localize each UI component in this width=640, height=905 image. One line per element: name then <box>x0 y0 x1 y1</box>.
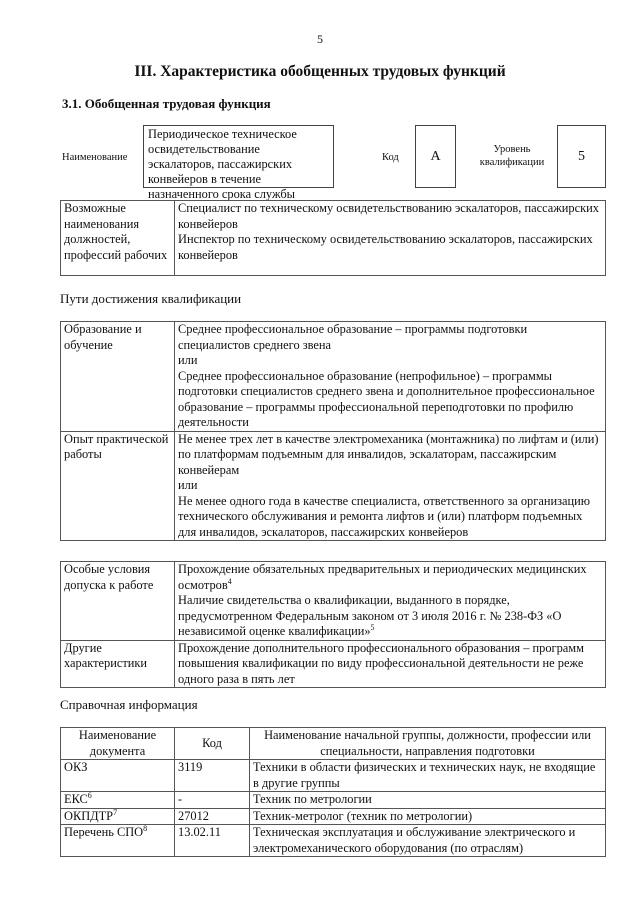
experience-item: Не менее трех лет в качестве электромеханика (монтажника) по лифтам и (или) по платформам подъемным для инвалидов, эскалаторам, пассажирским конвейерам <box>178 431 599 477</box>
column-header: Код <box>175 728 250 760</box>
column-header: Наименование документа <box>61 728 175 760</box>
education-item: Среднее профессиональное образование (непрофильное) – программы подготовки специалистов среднего звена и дополнительное профессиональное образование – программы профессиональной переподготовки по профилю деятельности <box>178 368 595 429</box>
special-condition-item: Наличие свидетельства о квалификации, выданного в порядке, предусмотренном Федеральным законом от 3 июля 2016 г. № 238-ФЗ «О независимой оценке квалификации»$^5$ <box>178 593 562 638</box>
code-label: Код <box>382 152 399 163</box>
reference-table <box>60 727 606 857</box>
special-conditions-label: Особые условия допуска к работе <box>61 562 175 641</box>
education-item: Среднее профессиональное образование – программы подготовки специалистов среднего звена <box>178 322 528 352</box>
position-item: Специалист по техническому освидетельствованию эскалаторов, пассажирских конвейеров <box>178 201 599 231</box>
positions-values <box>175 201 606 276</box>
qualification-paths-heading: Пути достижения квалификации <box>60 291 242 306</box>
experience-label: Опыт практической работы <box>61 431 175 541</box>
footnote-ref: 5 <box>370 622 375 632</box>
special-condition-item: Прохождение обязательных предварительных и периодических медицинских осмотров$^4$ <box>178 562 587 592</box>
name-value: Периодическое техническое освидетельствование эскалаторов, пассажирских конвейеров в течение назначенного срока службы <box>143 125 334 188</box>
positions-table <box>60 200 606 276</box>
section-title: III. Характеристика обобщенных трудовых функций <box>134 63 506 80</box>
footnote-ref: 4 <box>227 576 232 586</box>
reference-heading: Справочная информация <box>60 697 198 712</box>
position-item: Инспектор по техническому освидетельствованию эскалаторов, пассажирских конвейеров <box>178 232 593 262</box>
footnote-ref: 8 <box>143 823 148 833</box>
qualification-paths-table <box>60 321 606 541</box>
subsection-title: 3.1. Обобщенная трудовая функция <box>62 96 271 111</box>
conditions-table <box>60 561 606 688</box>
column-header: Наименование начальной группы, должности, профессии или специальности, направления подготовки <box>250 728 606 760</box>
footnote-ref: 7 <box>113 807 118 817</box>
footnote-ref: 6 <box>87 790 92 800</box>
page-number: 5 <box>317 32 323 46</box>
experience-or: или <box>178 478 198 492</box>
education-or: или <box>178 353 198 367</box>
table-row: Перечень СПО$^8$ 13.02.11 Техническая эксплуатация и обслуживание электрического и электромеханического оборудования (по отраслям) <box>61 825 606 857</box>
other-characteristics-label: Другие характеристики <box>61 640 175 688</box>
other-characteristics-value: Прохождение дополнительного профессионального образования – программ повышения квалификации по виду профессиональной деятельности не реже одного раза в пять лет <box>175 640 606 688</box>
level-value: 5 <box>557 125 606 188</box>
name-label: Наименование <box>62 152 128 163</box>
table-row: ЕКС$^6$ - Техник по метрологии <box>61 792 606 809</box>
table-row: ОКПДТР$^7$ 27012 Техник-метролог (техник по метрологии) <box>61 808 606 825</box>
experience-item: Не менее одного года в качестве специалиста, ответственного за организацию технического обслуживания и ремонта лифтов и (или) платформ подъемных для инвалидов, эскалаторов, пассажирских конвейеров <box>178 493 590 539</box>
education-label: Образование и обучение <box>61 322 175 432</box>
positions-label: Возможные наименования должностей, профессий рабочих <box>61 201 175 276</box>
level-label: Уровень квалификации <box>479 144 545 168</box>
table-row: ОКЗ 3119 Техники в области физических и технических наук, не входящие в другие группы <box>61 760 606 792</box>
code-value: A <box>415 125 456 188</box>
